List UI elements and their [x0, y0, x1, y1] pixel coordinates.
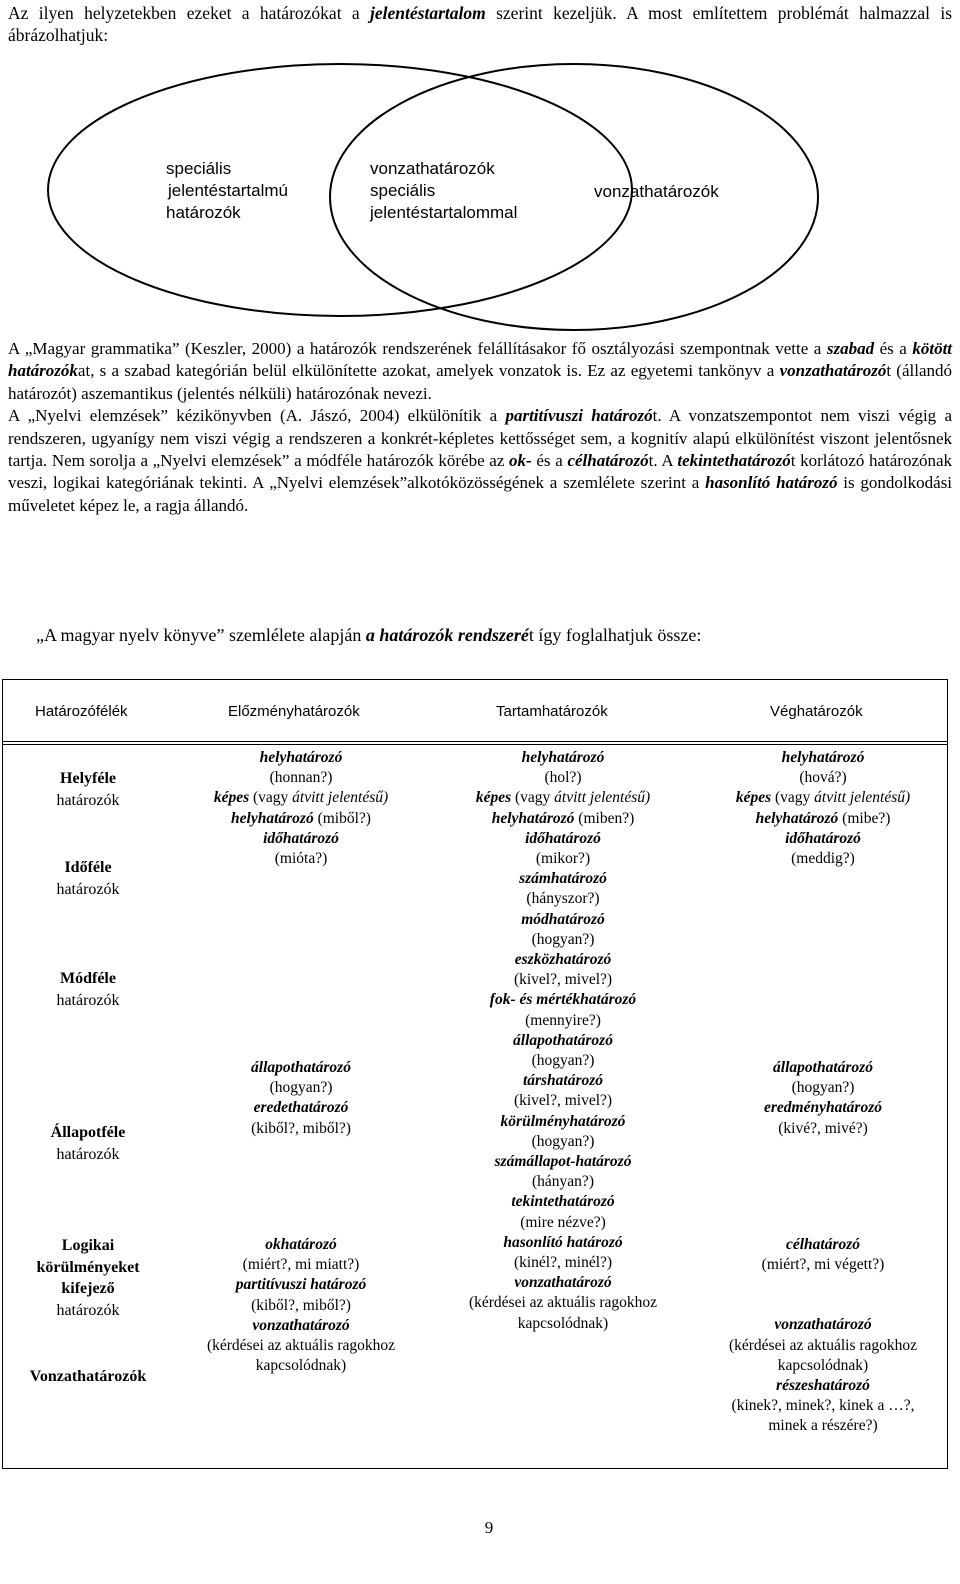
table-header-divider-2 [2, 744, 948, 745]
table-header-divider [2, 741, 948, 742]
body-paragraph: A „Magyar grammatika” (Keszler, 2000) a határozók rendszerének felállításakor fő osztályozási szempontnak vette a szabad és a kötött határozókat, s a szabad kategórián belül elkülönítette azokat, amelyek vonzatok is. Ez az egyetemi tankönyv a vonzathatározót (állandó határozót) aszemantikus (jelentés nélküli) határozónak nevezi. A „Nyelvi elemzések” kézikönyvben (A. Jászó, 2004) elkülönítik a partitívuszi határozót. A vonzatszempontot nem viszi végig a rendszeren, ugyanígy nem viszi végig a rendszeren a konkrét-képletes kettősséget sem, a kognitív alapú elkülönítést viszont jelentősnek tartja. Nem sorolja a „Nyelvi elemzések” a módféle határozók körébe az ok- és a célhatározót. A tekintethatározót korlátozó határozónak veszi, logikai kategóriának tekinti. A „Nyelvi elemzések”alkotóközösségének a szemlélete szerint a hasonlító határozó is gondolkodási műveletet képez le, a ragja állandó. [8, 339, 953, 515]
page-number: 9 [484, 1518, 494, 1537]
intro-text-rest: szerint kezeljük. A most említettem problémát halmazzal is ábrázolhatjuk: [8, 3, 953, 46]
cat-logikai: Logikai körülményeket kifejező határozók [36, 1237, 140, 1319]
cat-helyfele: Helyféle határozók [56, 770, 120, 809]
intro-emphasis: jelentéstartalom [370, 3, 486, 23]
cat-vonzat: Vonzathatározók [29, 1368, 147, 1385]
header-elozmeny: Előzményhatározók [228, 703, 360, 720]
cat-allapotfele: Állapotféle határozók [50, 1124, 126, 1163]
venn-left-label: speciális jelentéstartalmú határozók [166, 159, 289, 222]
elozmeny-col-logikai: okhatározó (miért?, mi miatt?) partitívuszi határozó (kiből?, miből?) vonzathatározó (kérdései az aktuális ragokhoz kapcsolódnak) [206, 1236, 396, 1375]
intro-text: Az ilyen helyzetekben ezeket a határozókat a [8, 3, 360, 23]
veg-col-logikai: célhatározó (miért?, mi végett?) vonzathatározó (kérdései az aktuális ragokhoz kapcsolódnak) részeshatározó (kinek?, minek?, kinek a …?, minek a részére?) [728, 1236, 918, 1435]
summary-sentence: „A magyar nyelv könyve” szemlélete alapján a határozók rendszerét így foglalhatjuk össze: [36, 625, 702, 645]
venn-left-ellipse [48, 64, 632, 316]
header-tartam: Tartamhatározók [496, 703, 608, 720]
veg-col-allapot: állapothatározó (hogyan?) eredményhatározó (kivé?, mivé?) [764, 1059, 882, 1137]
tartam-col: helyhatározó (hol?) képes (vagy átvitt jelentésű) helyhatározó (miben?) időhatározó (mikor?) számhatározó (hányszor?) módhatározó (hogyan?) eszközhatározó (kivel?, mivel?) fok- és mértékhatározó (mennyire?) állapothatározó (hogyan?) társhatározó (kivel?, mivel?) körülményhatározó (hogyan?) számállapot-határozó (hányan?) tekintethatározó (mire nézve?) hasonlító határozó (kinél?, minél?) vonzathatározó (kérdései az aktuális ragokhoz kapcsolódnak) [468, 749, 658, 1332]
venn-middle-label: vonzathatározók speciális jelentéstartalommal [370, 159, 518, 222]
veg-col-top: helyhatározó (hová?) képes (vagy átvitt jelentésű) helyhatározó (mibe?) időhatározó (meddig?) [735, 749, 911, 868]
venn-right-label: vonzathatározók [594, 182, 719, 201]
cat-idofele: Időféle határozók [56, 859, 120, 898]
elozmeny-col-allapot: állapothatározó (hogyan?) eredethatározó (kiből?, miből?) [251, 1059, 351, 1137]
elozmeny-col-top: helyhatározó (honnan?) képes (vagy átvitt jelentésű) helyhatározó (miből?) időhatározó (mióta?) [213, 749, 389, 868]
header-veg: Véghatározók [770, 703, 863, 720]
header-hatarozofelek: Határozófélék [35, 703, 128, 720]
cat-modfele: Módféle határozók [56, 970, 120, 1009]
